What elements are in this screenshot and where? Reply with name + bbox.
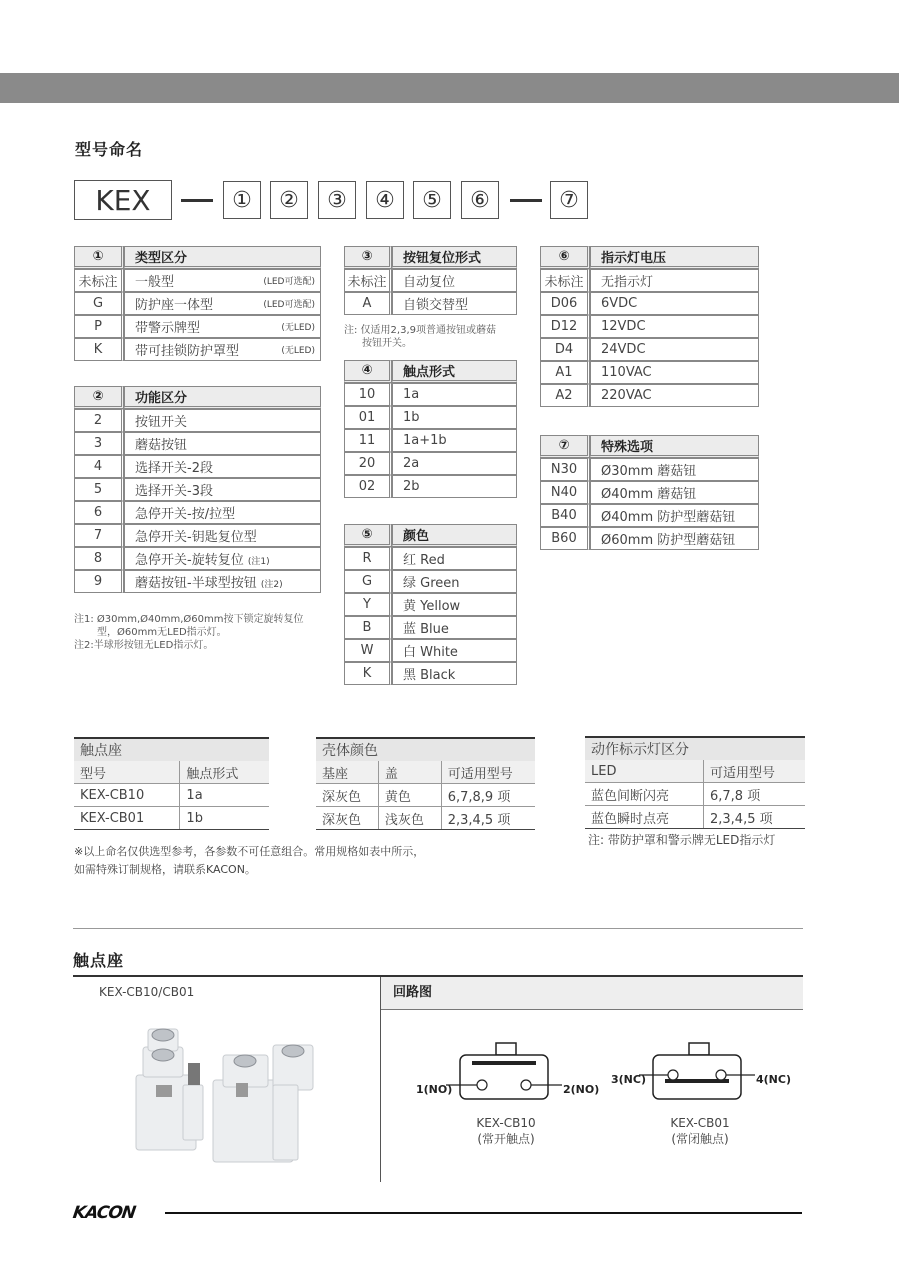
contact-block-table (74, 737, 269, 830)
terminal-label: 2(NO) (563, 1083, 600, 1096)
cell-text: (注2) (260, 580, 283, 590)
table-cell: K (74, 338, 124, 361)
table-cell: 自动复位 (392, 269, 517, 292)
cell-note: (无LED) (281, 323, 315, 333)
table-caption: 壳体颜色 (316, 738, 535, 761)
table-row (540, 527, 759, 550)
table-cell: KEX-CB01 (74, 807, 180, 830)
column-header: LED (585, 760, 704, 783)
housing-color-table (316, 737, 535, 830)
cb01-description: (常闭触点) (671, 1132, 729, 1146)
table-cell: D12 (540, 315, 590, 338)
table-title: 按钮复位形式 (392, 246, 517, 269)
table-row (74, 807, 269, 830)
table-cell: 深灰色 (316, 784, 378, 807)
table-row (74, 784, 269, 807)
table-cell: 未标注 (540, 269, 590, 292)
slot-box: ② (270, 181, 308, 219)
table-cell: 1b (392, 406, 517, 429)
table-row (316, 784, 535, 807)
circuit-diagram-panel (381, 977, 803, 1182)
table-cell: G (74, 292, 124, 315)
table-row (344, 452, 517, 475)
cell-text: 一般型 (135, 275, 175, 290)
table-cell: KEX-CB10 (74, 784, 180, 807)
cell-note: (无LED) (281, 346, 315, 356)
table-row (74, 315, 321, 338)
table-cell: 选择开关-3段 (124, 478, 321, 501)
section-title-contact-block: 触点座 (73, 951, 125, 970)
function-table (74, 386, 321, 593)
table-cell: 自锁交替型 (392, 292, 517, 315)
table-cell: 未标注 (74, 269, 124, 292)
table-cell: 2 (74, 409, 124, 432)
table-cell: 1a (180, 784, 269, 807)
table-cell: R (344, 547, 392, 570)
table-row (344, 406, 517, 429)
column-header: 盖 (378, 761, 441, 784)
table-cell: 黄 Yellow (392, 593, 517, 616)
table-cell: 7 (74, 524, 124, 547)
table-row (344, 383, 517, 406)
dash-separator (181, 199, 213, 202)
table-cell: B (344, 616, 392, 639)
table-row (344, 292, 517, 315)
table-cell (124, 292, 321, 315)
table-cell: 深灰色 (316, 807, 378, 830)
table-cell: B60 (540, 527, 590, 550)
table-cell: A (344, 292, 392, 315)
function-note-2: 注2:半球形按钮无LED指示灯。 (74, 640, 214, 651)
divider (73, 928, 803, 929)
table-row (344, 269, 517, 292)
color-table (344, 524, 517, 685)
table-cell: 02 (344, 475, 392, 498)
table-cell: 6,7,8 项 (704, 783, 806, 806)
cell-text: 带警示牌型 (135, 321, 201, 336)
table-cell: 2b (392, 475, 517, 498)
table-title: 类型区分 (124, 246, 321, 269)
led-note: 注: 带防护罩和警示牌无LED指示灯 (588, 833, 776, 847)
table-cell: 20 (344, 452, 392, 475)
table-cell: 2a (392, 452, 517, 475)
table-number: ⑥ (540, 246, 590, 269)
table-cell: 9 (74, 570, 124, 593)
table-cell: 2,3,4,5 项 (704, 806, 806, 829)
column-header: 触点形式 (180, 761, 269, 784)
table-cell (124, 338, 321, 361)
table-cell: 蓝色瞬时点亮 (585, 806, 704, 829)
table-cell (124, 315, 321, 338)
table-cell: 无指示灯 (590, 269, 759, 292)
table-cell: W (344, 639, 392, 662)
table-cell: 10 (344, 383, 392, 406)
table-row (74, 478, 321, 501)
terminal-label: 1(NO) (416, 1083, 453, 1096)
table-title: 指示灯电压 (590, 246, 759, 269)
table-cell: 黄色 (378, 784, 441, 807)
table-cell: B40 (540, 504, 590, 527)
led-indicator-table (585, 736, 805, 829)
table-row (316, 807, 535, 830)
table-row (540, 504, 759, 527)
table-row (540, 384, 759, 407)
table-cell: G (344, 570, 392, 593)
product-panel (73, 977, 381, 1182)
reset-note: 注: 仅适用2,3,9项普通按钮或蘑菇 (344, 325, 496, 336)
table-cell: Y (344, 593, 392, 616)
table-cell: 5 (74, 478, 124, 501)
table-cell: A2 (540, 384, 590, 407)
table-row (540, 292, 759, 315)
table-number: ⑤ (344, 524, 392, 547)
table-row (74, 455, 321, 478)
special-options-table (540, 435, 759, 550)
table-cell: 2,3,4,5 项 (441, 807, 535, 830)
table-number: ④ (344, 360, 392, 383)
cb10-model: KEX-CB10 (476, 1116, 536, 1130)
table-row (344, 429, 517, 452)
cb01-circuit-symbol (639, 1039, 759, 1109)
table-row (74, 338, 321, 361)
table-cell: 蓝 Blue (392, 616, 517, 639)
section-title-model-naming: 型号命名 (75, 140, 144, 159)
table-row (344, 593, 517, 616)
table-number: ① (74, 246, 124, 269)
table-title: 颜色 (392, 524, 517, 547)
table-title: 触点形式 (392, 360, 517, 383)
circuit-diagram-title: 回路图 (381, 977, 803, 1010)
table-row (585, 806, 805, 829)
table-caption: 触点座 (74, 738, 269, 761)
table-cell: D4 (540, 338, 590, 361)
table-cell: 白 White (392, 639, 517, 662)
slot-box: ⑥ (461, 181, 499, 219)
table-title: 功能区分 (124, 386, 321, 409)
column-header: 型号 (74, 761, 180, 784)
table-cell: 未标注 (344, 269, 392, 292)
table-cell: P (74, 315, 124, 338)
table-cell: 1b (180, 807, 269, 830)
table-row (540, 481, 759, 504)
type-table (74, 246, 321, 361)
table-cell: 3 (74, 432, 124, 455)
table-cell: A1 (540, 361, 590, 384)
slot-box: ① (223, 181, 261, 219)
cell-note: (LED可选配) (263, 277, 315, 287)
header-bar (0, 73, 899, 103)
cb10-description: (常开触点) (477, 1132, 535, 1146)
table-cell: 12VDC (590, 315, 759, 338)
table-cell: 选择开关-2段 (124, 455, 321, 478)
cell-note: (LED可选配) (263, 300, 315, 310)
table-caption: 动作标示灯区分 (585, 737, 805, 760)
table-cell: D06 (540, 292, 590, 315)
table-row (74, 524, 321, 547)
table-cell: 1a+1b (392, 429, 517, 452)
table-cell: Ø40mm 蘑菇钮 (590, 481, 759, 504)
table-row (585, 783, 805, 806)
table-row (74, 570, 321, 593)
table-cell: Ø30mm 蘑菇钮 (590, 458, 759, 481)
table-cell: 蘑菇按钮 (124, 432, 321, 455)
table-cell: 4 (74, 455, 124, 478)
table-row (74, 409, 321, 432)
table-cell: 6VDC (590, 292, 759, 315)
table-cell (124, 547, 321, 570)
table-row (74, 432, 321, 455)
footer-rule (165, 1212, 802, 1214)
table-cell: K (344, 662, 392, 685)
column-header: 基座 (316, 761, 378, 784)
table-cell: 红 Red (392, 547, 517, 570)
cell-text: 急停开关-旋转复位 (135, 553, 244, 568)
table-cell: 11 (344, 429, 392, 452)
table-row (344, 570, 517, 593)
table-cell: Ø40mm 防护型蘑菇钮 (590, 504, 759, 527)
table-row (344, 475, 517, 498)
disclaimer-line-2: 如需特殊订制规格，请联系KACON。 (74, 863, 256, 876)
table-cell: 1a (392, 383, 517, 406)
table-number: ⑦ (540, 435, 590, 458)
table-cell: 浅灰色 (378, 807, 441, 830)
table-cell: N30 (540, 458, 590, 481)
table-cell: N40 (540, 481, 590, 504)
table-row (74, 547, 321, 570)
dash-separator (510, 199, 542, 202)
reset-type-table (344, 246, 517, 315)
table-number: ② (74, 386, 124, 409)
table-cell: 急停开关-按/拉型 (124, 501, 321, 524)
table-cell: 蓝色间断闪亮 (585, 783, 704, 806)
column-header: 可适用型号 (704, 760, 806, 783)
table-cell: 黑 Black (392, 662, 517, 685)
table-cell (124, 269, 321, 292)
table-cell: 220VAC (590, 384, 759, 407)
slot-box: ④ (366, 181, 404, 219)
table-cell: 绿 Green (392, 570, 517, 593)
table-cell: 按钮开关 (124, 409, 321, 432)
table-row (344, 616, 517, 639)
function-note-1: 注1: Ø30mm,Ø40mm,Ø60mm按下锁定旋转复位 (74, 614, 304, 625)
contact-type-table (344, 360, 517, 498)
cell-text: 防护座一体型 (135, 298, 214, 313)
table-cell: 110VAC (590, 361, 759, 384)
reset-note-cont: 按钮开关。 (362, 338, 412, 349)
cell-text: (注1) (247, 557, 270, 567)
table-row (344, 662, 517, 685)
table-cell: 24VDC (590, 338, 759, 361)
table-row (540, 361, 759, 384)
kacon-logo: KACON (71, 1203, 137, 1223)
table-row (74, 501, 321, 524)
cb10-circuit-symbol (446, 1039, 566, 1109)
table-row (74, 292, 321, 315)
terminal-label: 3(NC) (611, 1073, 646, 1086)
table-title: 特殊选项 (590, 435, 759, 458)
table-row (344, 547, 517, 570)
terminal-label: 4(NC) (756, 1073, 791, 1086)
table-cell (124, 570, 321, 593)
table-row (540, 315, 759, 338)
table-row (74, 269, 321, 292)
disclaimer-line-1: ※以上命名仅供选型参考，各参数不可任意组合。常用规格如表中所示， (74, 845, 425, 858)
contact-block-section (73, 975, 803, 1184)
table-row (540, 269, 759, 292)
slot-box: ⑦ (550, 181, 588, 219)
table-number: ③ (344, 246, 392, 269)
model-prefix-box: KEX (74, 180, 172, 220)
product-photo (128, 1015, 328, 1165)
cell-text: 带可挂锁防护罩型 (135, 344, 240, 359)
table-row (540, 458, 759, 481)
table-row (540, 338, 759, 361)
table-cell: 6,7,8,9 项 (441, 784, 535, 807)
table-cell: 急停开关-钥匙复位型 (124, 524, 321, 547)
lamp-voltage-table (540, 246, 759, 407)
cell-text: 蘑菇按钮-半球型按钮 (135, 576, 257, 591)
slot-box: ③ (318, 181, 356, 219)
table-cell: Ø60mm 防护型蘑菇钮 (590, 527, 759, 550)
cb01-model: KEX-CB01 (670, 1116, 730, 1130)
table-cell: 8 (74, 547, 124, 570)
table-row (344, 639, 517, 662)
function-note-1-cont: 型，Ø60mm无LED指示灯。 (97, 627, 227, 638)
product-label: KEX-CB10/CB01 (99, 985, 195, 999)
table-cell: 6 (74, 501, 124, 524)
slot-box: ⑤ (413, 181, 451, 219)
column-header: 可适用型号 (441, 761, 535, 784)
table-cell: 01 (344, 406, 392, 429)
